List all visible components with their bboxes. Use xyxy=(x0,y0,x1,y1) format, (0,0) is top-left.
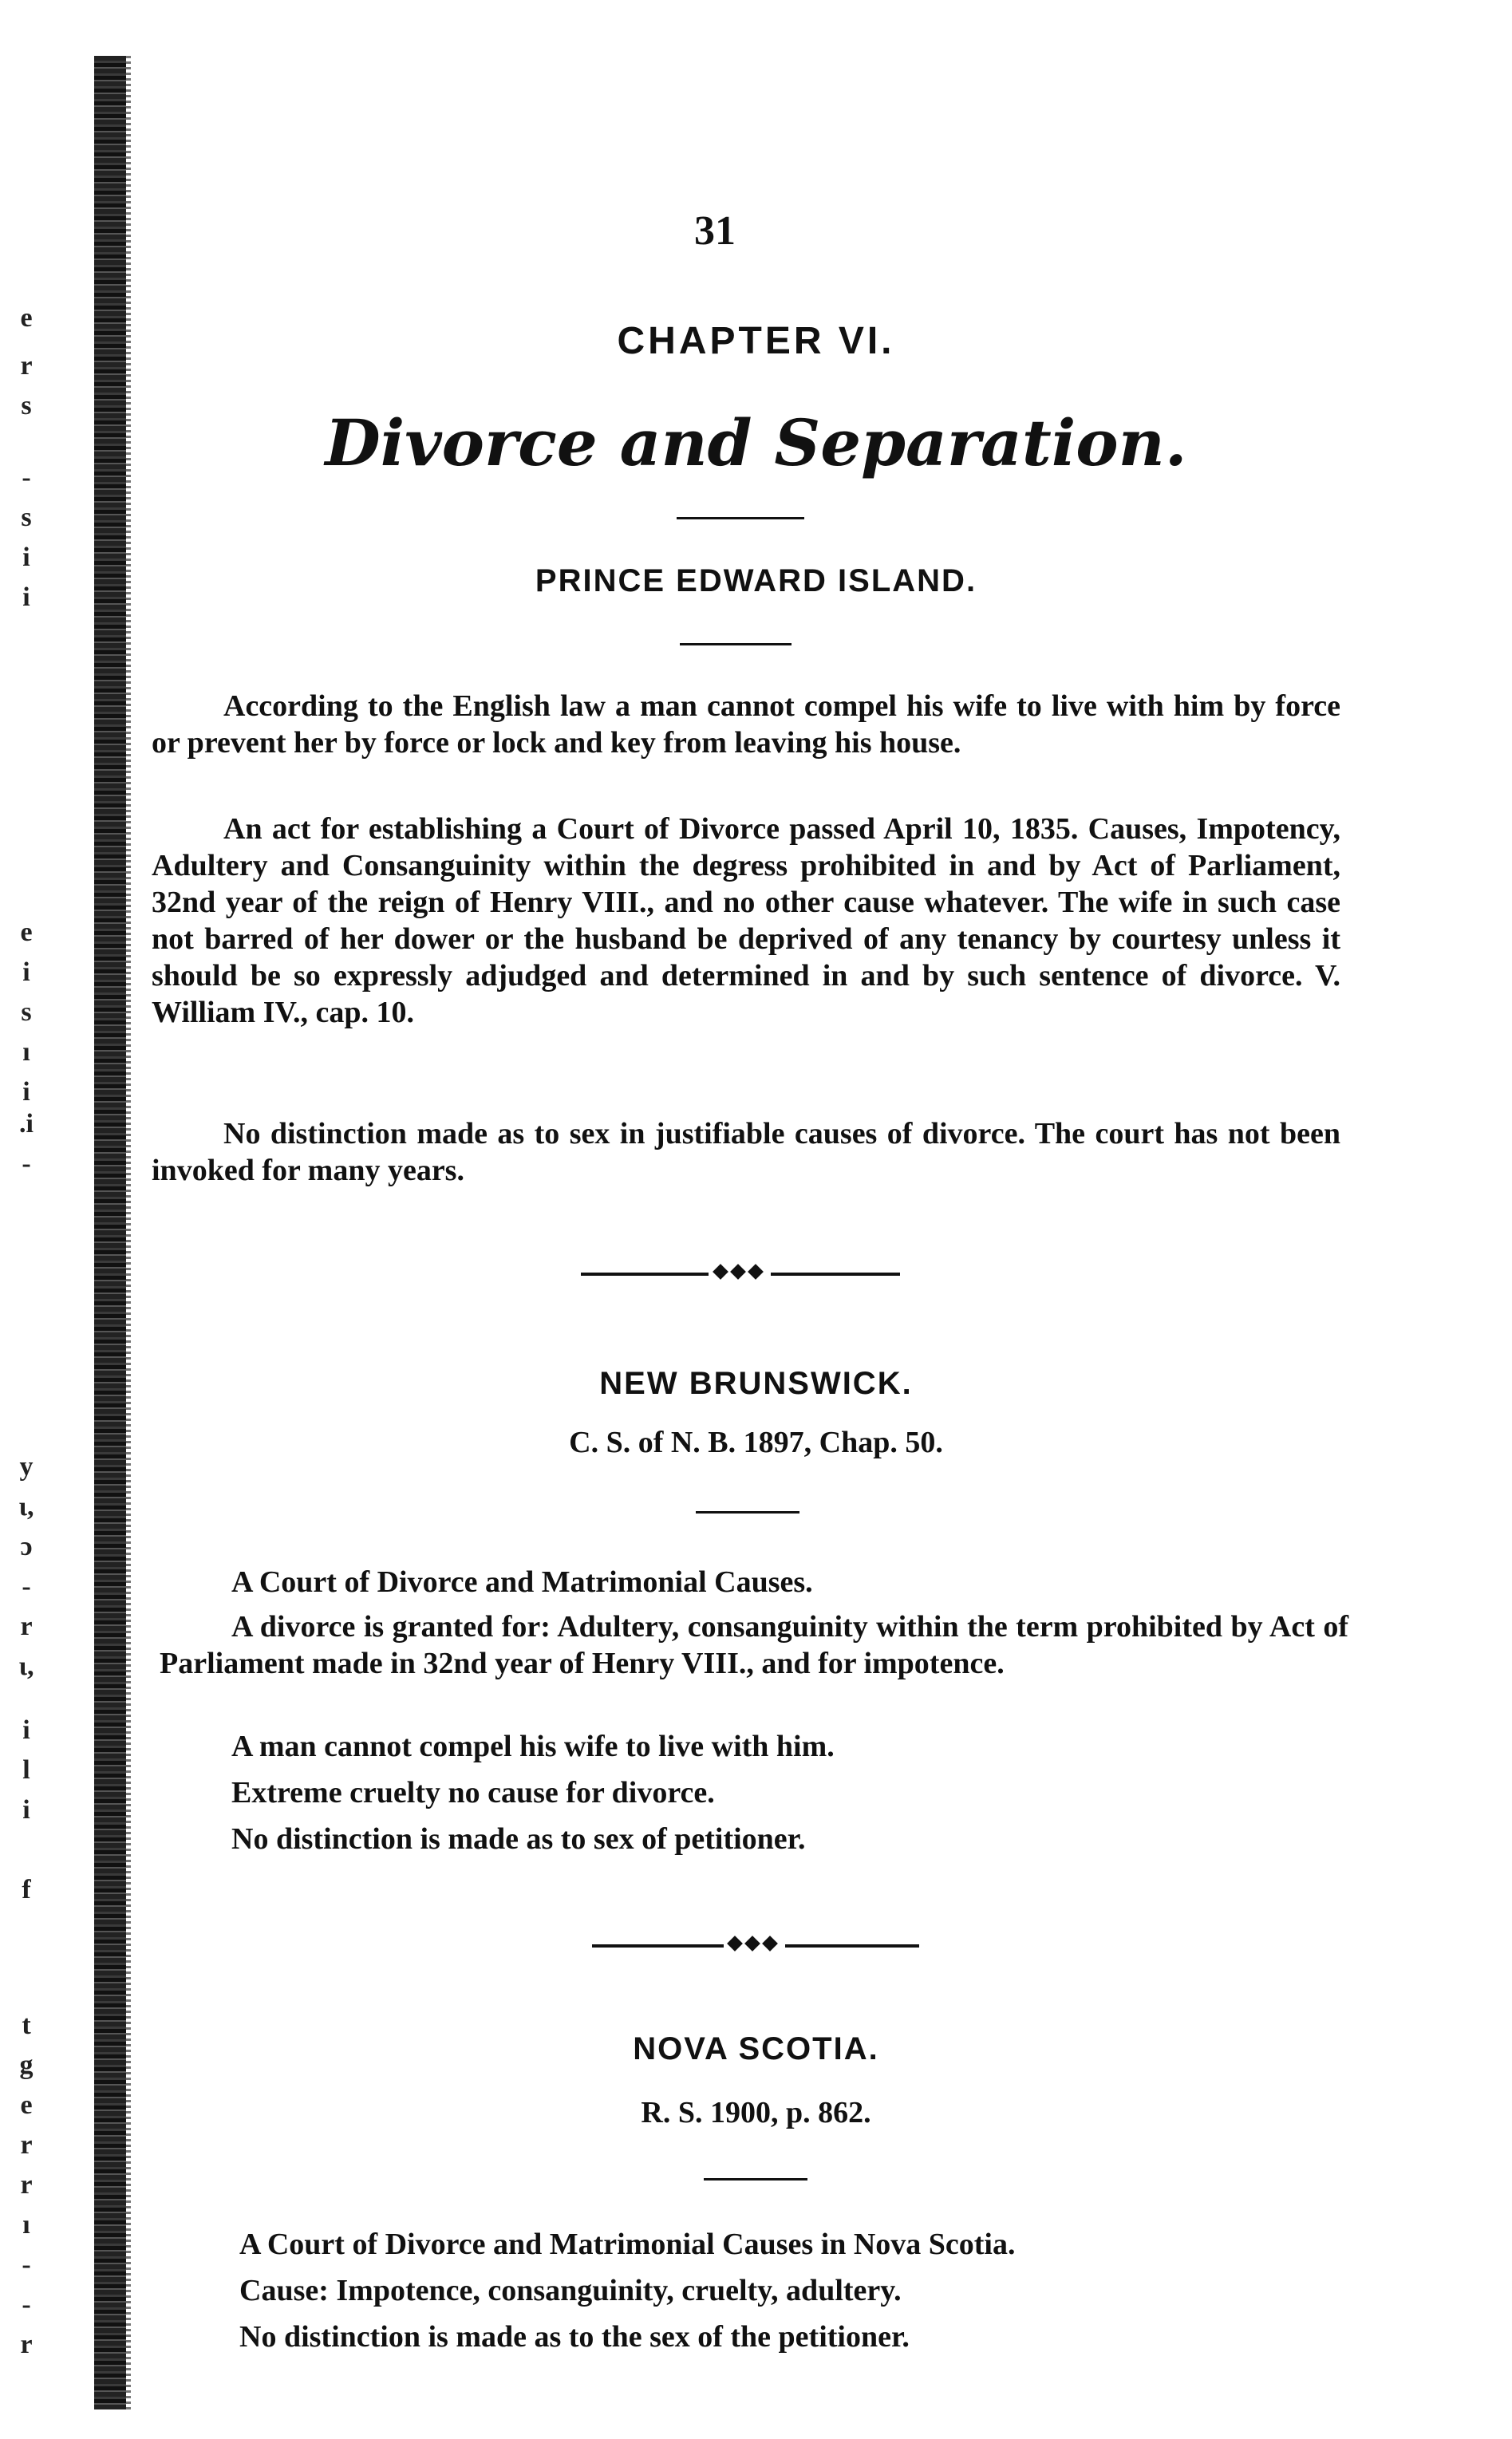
margin-char: t xyxy=(22,2011,31,2040)
margin-char: y xyxy=(19,1452,34,1482)
citation-nb: C. S. of N. B. 1897, Chap. 50. xyxy=(569,1426,943,1459)
nb-line-5: No distinction is made as to sex of petitioner. xyxy=(231,1822,806,1856)
section-rule-pei xyxy=(680,643,792,645)
margin-char: ı xyxy=(22,1037,30,1067)
paragraph-pei-2: An act for establishing a Court of Divorce passed April 10, 1835. Causes, Impotency, Adultery and Consanguinity within the degress prohibited in and by Act of Parliament, 32nd year of the reign of Henry VIII., and no other cause whatever. The wife in such case not barred of her dower or the husband be deprived of any tenancy by courtesy unless it should be so expressly adjudged and determined in and by such sentence of divorce. V. William IV., cap. 10. xyxy=(152,812,1340,1029)
nb-line-1: A Court of Divorce and Matrimonial Causes. xyxy=(231,1565,813,1599)
margin-char: r xyxy=(20,2130,33,2160)
margin-char: s xyxy=(21,391,32,420)
page-number: 31 xyxy=(694,208,736,254)
title-rule xyxy=(677,517,804,519)
margin-char: r xyxy=(20,1612,33,1641)
margin-char: ı xyxy=(22,2210,30,2240)
margin-char: i xyxy=(22,957,30,987)
section-rule-nb xyxy=(696,1511,799,1514)
margin-char: ɔ xyxy=(20,1532,33,1561)
ns-line-3: No distinction is made as to the sex of the petitioner. xyxy=(239,2320,910,2354)
margin-char: i xyxy=(22,1715,30,1745)
margin-char: e xyxy=(20,2090,33,2120)
margin-char: l xyxy=(22,1755,30,1785)
nb-line-2: A divorce is granted for: Adultery, consanguinity within the term prohibited by Act of Parliament made in 32nd year of Henry VIII., and for impotence. xyxy=(160,1610,1348,1680)
margin-char: - xyxy=(22,463,31,492)
section-divider-ornament xyxy=(581,1262,900,1286)
margin-char: f xyxy=(22,1875,31,1904)
margin-char: r xyxy=(20,351,33,381)
chapter-heading: CHAPTER VI. xyxy=(617,320,895,362)
section-divider-ornament xyxy=(592,1934,919,1958)
section-heading-nb: NEW BRUNSWICK. xyxy=(599,1366,913,1401)
margin-char: i xyxy=(22,543,30,572)
section-heading-ns: NOVA SCOTIA. xyxy=(633,2031,879,2066)
nb-line-4: Extreme cruelty no cause for divorce. xyxy=(231,1776,715,1810)
paragraph-pei-3: No distinction made as to sex in justifiable causes of divorce. The court has not been invoked for many years. xyxy=(152,1117,1340,1187)
margin-char: r xyxy=(20,2330,33,2359)
margin-char: i xyxy=(22,1077,30,1107)
ns-line-1: A Court of Divorce and Matrimonial Causes in Nova Scotia. xyxy=(239,2228,1016,2261)
margin-char: i xyxy=(22,582,30,612)
section-heading-pei: PRINCE EDWARD ISLAND. xyxy=(535,563,977,598)
margin-char: ι, xyxy=(18,1492,34,1521)
margin-char: e xyxy=(20,303,33,333)
section-rule-ns xyxy=(704,2178,807,2180)
margin-char: r xyxy=(20,2170,33,2200)
nb-line-3: A man cannot compel his wife to live with him. xyxy=(231,1730,835,1763)
margin-char: s xyxy=(21,997,32,1027)
margin-char: - xyxy=(22,1572,31,1601)
margin-char: s xyxy=(21,503,32,532)
citation-ns: R. S. 1900, p. 862. xyxy=(641,2096,871,2129)
ns-line-2: Cause: Impotence, consanguinity, cruelty, adultery. xyxy=(239,2274,902,2307)
margin-char: .i xyxy=(19,1109,34,1139)
margin-char: - xyxy=(22,1149,31,1178)
margin-char: - xyxy=(22,2250,31,2279)
paragraph-pei-1: According to the English law a man cannot compel his wife to live with him by force or prevent her by force or lock and key from leaving his house. xyxy=(152,689,1340,760)
margin-char: ι, xyxy=(18,1652,34,1681)
chapter-title: Divorce and Separation. xyxy=(325,405,1187,480)
margin-char: e xyxy=(20,918,33,947)
margin-char: g xyxy=(19,2050,34,2080)
margin-char: i xyxy=(22,1795,30,1825)
margin-char: - xyxy=(22,2290,31,2319)
